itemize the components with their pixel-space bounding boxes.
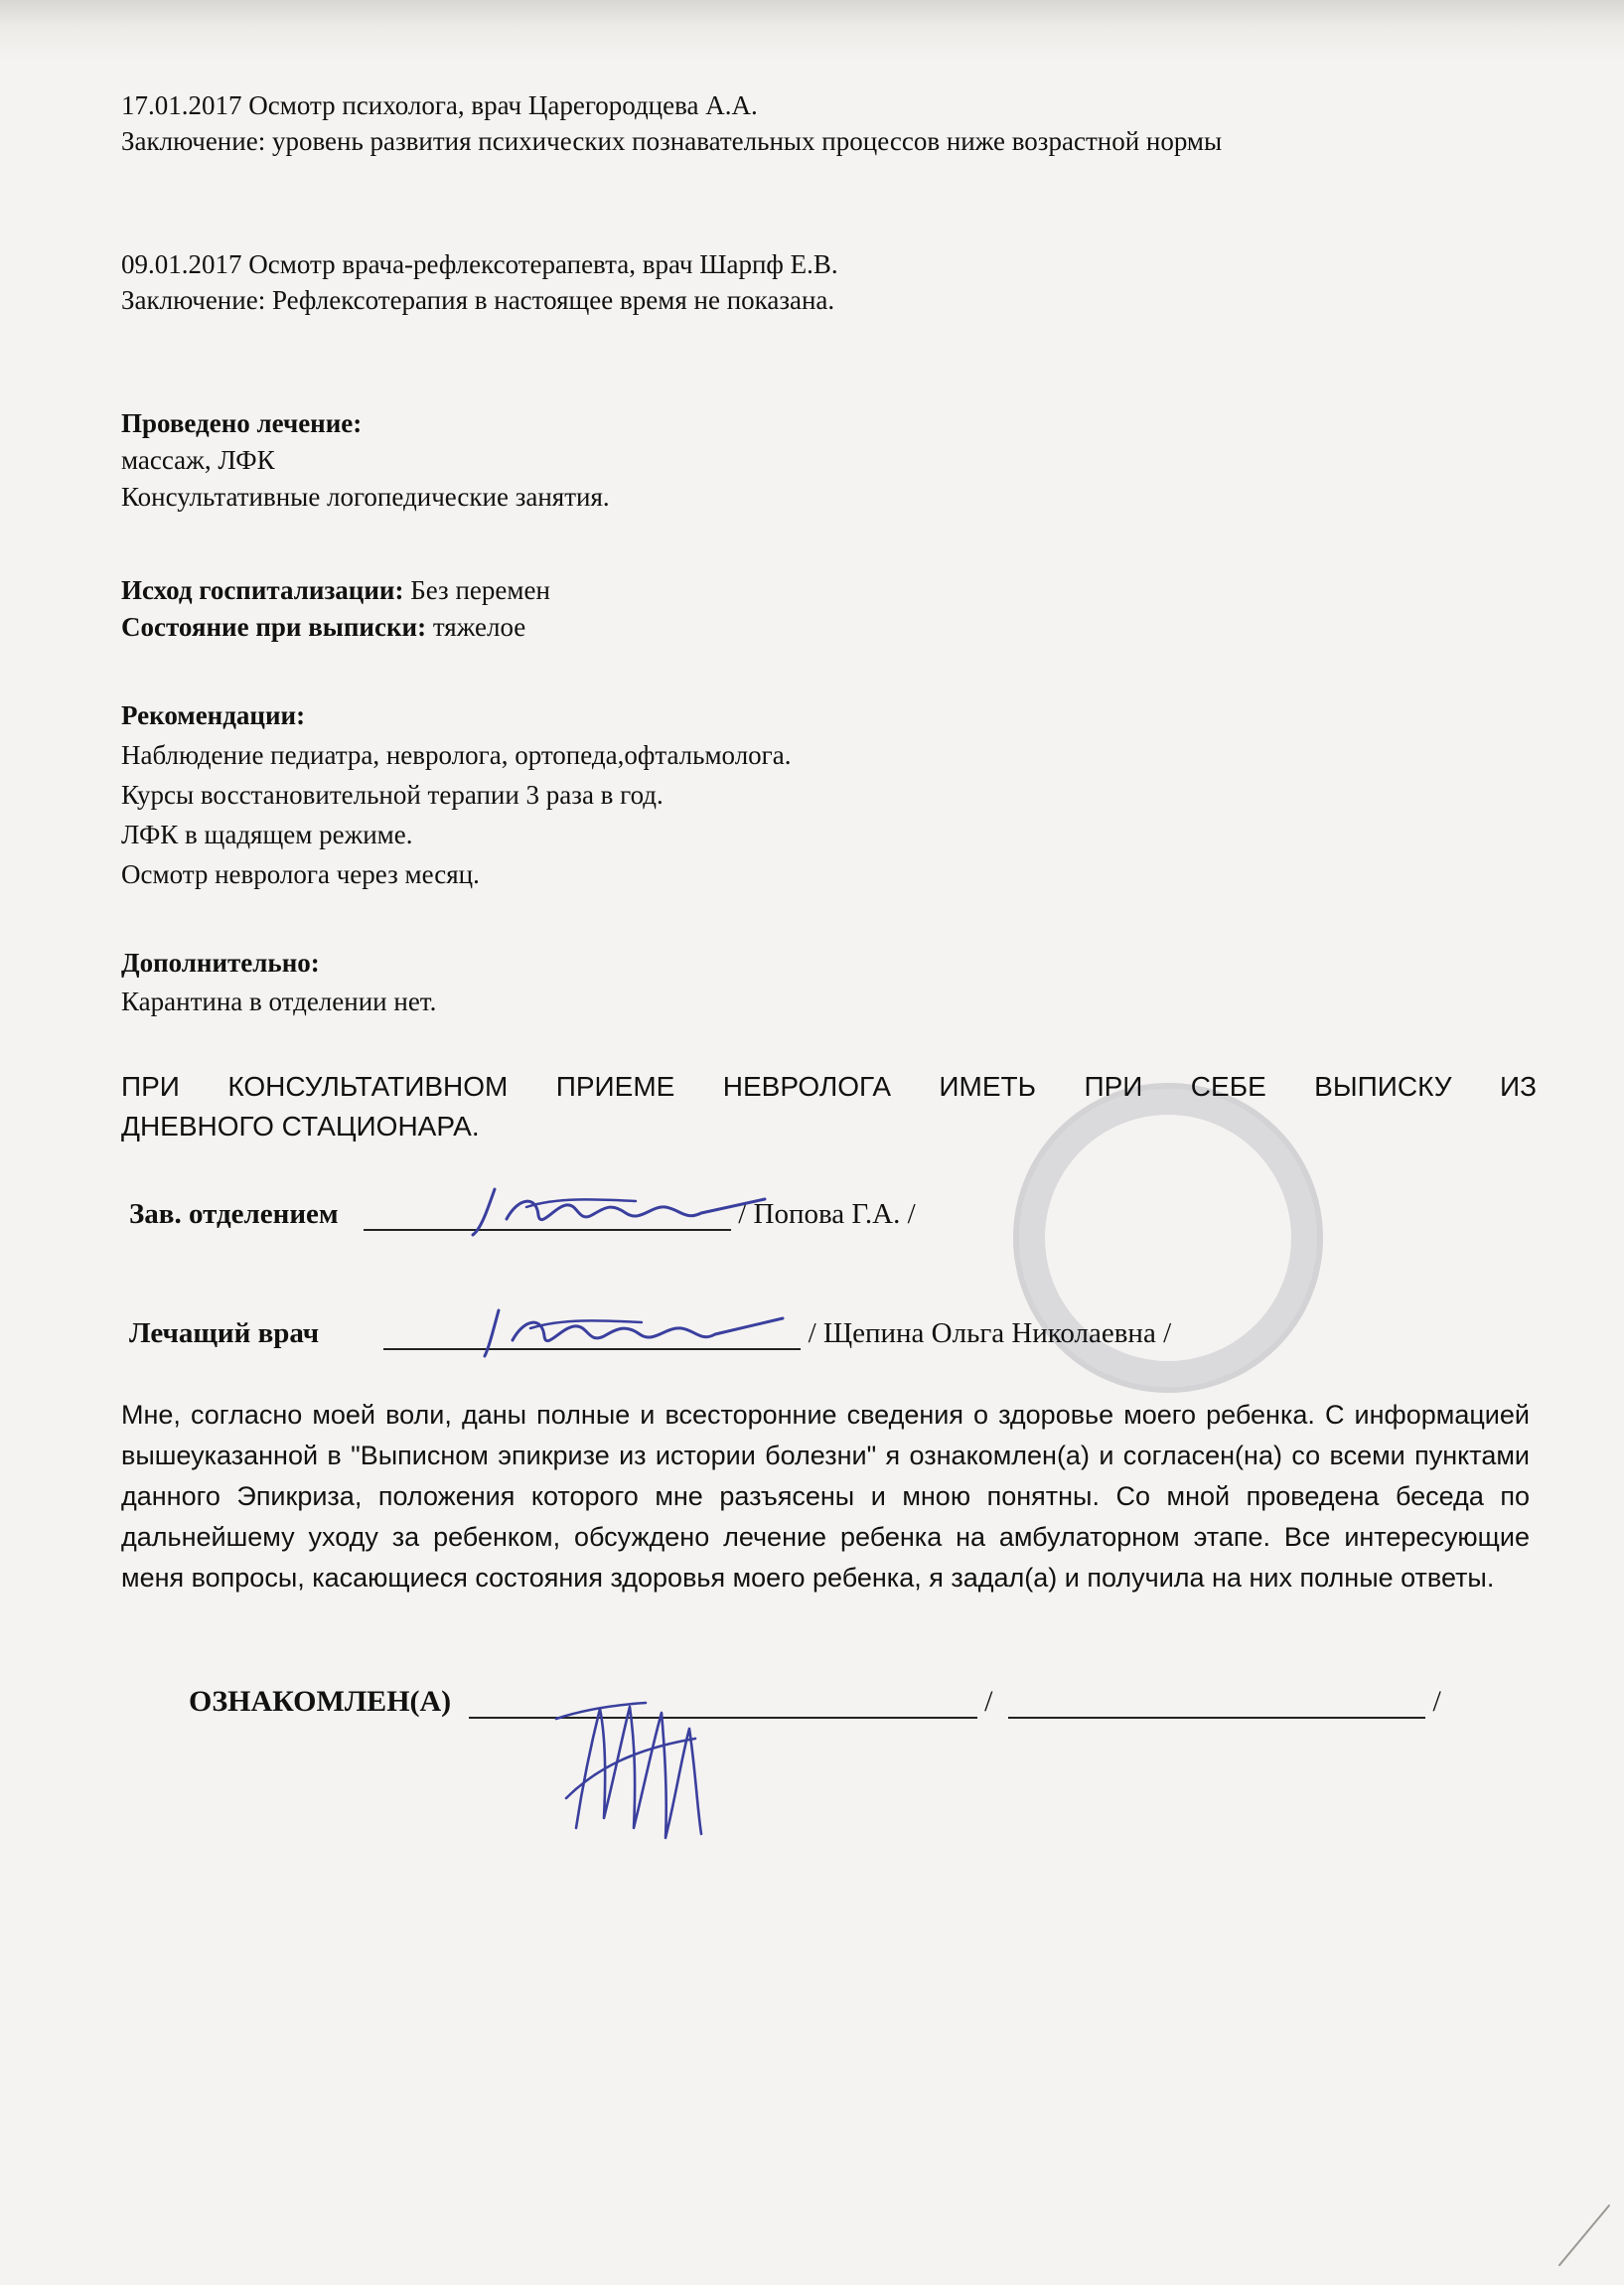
treatment-heading: Проведено лечение: [121, 408, 363, 438]
exam-title: 17.01.2017 Осмотр психолога, врач Царегородцева А.А. [121, 90, 758, 120]
consent-text: Мне, согласно моей воли, даны полные и всесторонние сведения о здоровье моего ребенка. С информацией вышеуказанной в "Выписном эпикризе из истории болезни" я ознакомлен(а) и согласен(на) со всеми пунктами данного Эпикриза, положения которого мне разъясены и мною понятны. Со мной проведена беседа по дальнейшему уходу за ребенком, обсуждено лечение ребенка на амбулаторном этапе. Все интересующие меня вопросы, касающиеся состояния здоровья моего ребенка, я задал(а) и получила на них полные ответы. [121, 1400, 1530, 1593]
treatment-item: Консультативные логопедические занятия. [121, 482, 610, 512]
head-name: / Попова Г.А. / [738, 1198, 916, 1230]
acknowledged-end: / [1432, 1685, 1441, 1718]
additional-heading: Дополнительно: [121, 948, 320, 978]
acknowledged-label: ОЗНАКОМЛЕН(А) [189, 1685, 452, 1718]
recommendation-item: Наблюдение педиатра, невролога, ортопеда,офтальмолога. [121, 740, 792, 770]
doctor-label: Лечащий врач [129, 1317, 320, 1349]
notice-line: ДНЕВНОГО СТАЦИОНАРА. [121, 1111, 480, 1142]
doctor-signature [477, 1296, 805, 1366]
treatment-section [121, 405, 1530, 516]
acknowledged-separator: / [984, 1685, 993, 1718]
recommendation-item: Осмотр невролога через месяц. [121, 859, 480, 889]
additional-section [121, 944, 1530, 1021]
additional-text: Карантина в отделении нет. [121, 987, 437, 1016]
exam-psychologist [121, 87, 1530, 159]
scan-edge [0, 0, 1624, 60]
outcome-value: Без перемен [410, 575, 550, 605]
outcome-section [121, 572, 1530, 646]
doctor-name: / Щепина Ольга Николаевна / [808, 1317, 1172, 1349]
signature-line [1008, 1687, 1425, 1719]
acknowledged-row [189, 1685, 1441, 1719]
scan-edge-mark [1550, 2186, 1619, 2275]
exam-conclusion: Заключение: уровень развития психических познавательных процессов ниже возрастной нормы [121, 126, 1223, 156]
head-label: Зав. отделением [129, 1198, 339, 1230]
exam-reflexotherapist [121, 246, 1530, 318]
recommendations-section [121, 695, 1530, 894]
outcome-label: Исход госпитализации: [121, 575, 404, 605]
discharge-state-label: Состояние при выписки: [121, 612, 427, 642]
treatment-item: массаж, ЛФК [121, 445, 275, 475]
recommendation-item: ЛФК в щадящем режиме. [121, 820, 413, 849]
recommendations-heading: Рекомендации: [121, 700, 306, 730]
notice-line: ПРИ КОНСУЛЬТАТИВНОМ ПРИЕМЕ НЕВРОЛОГА ИМЕТЬ ПРИ СЕБЕ ВЫПИСКУ ИЗ [121, 1071, 1537, 1102]
head-signature [467, 1177, 795, 1247]
exam-conclusion: Заключение: Рефлексотерапия в настоящее время не показана. [121, 285, 835, 315]
parent-signature [526, 1679, 725, 1858]
exam-title: 09.01.2017 Осмотр врача-рефлексотерапевта, врач Шарпф Е.В. [121, 249, 838, 279]
recommendation-item: Курсы восстановительной терапии 3 раза в год. [121, 780, 664, 810]
discharge-state-value: тяжелое [432, 612, 526, 642]
notice [121, 1067, 1537, 1146]
